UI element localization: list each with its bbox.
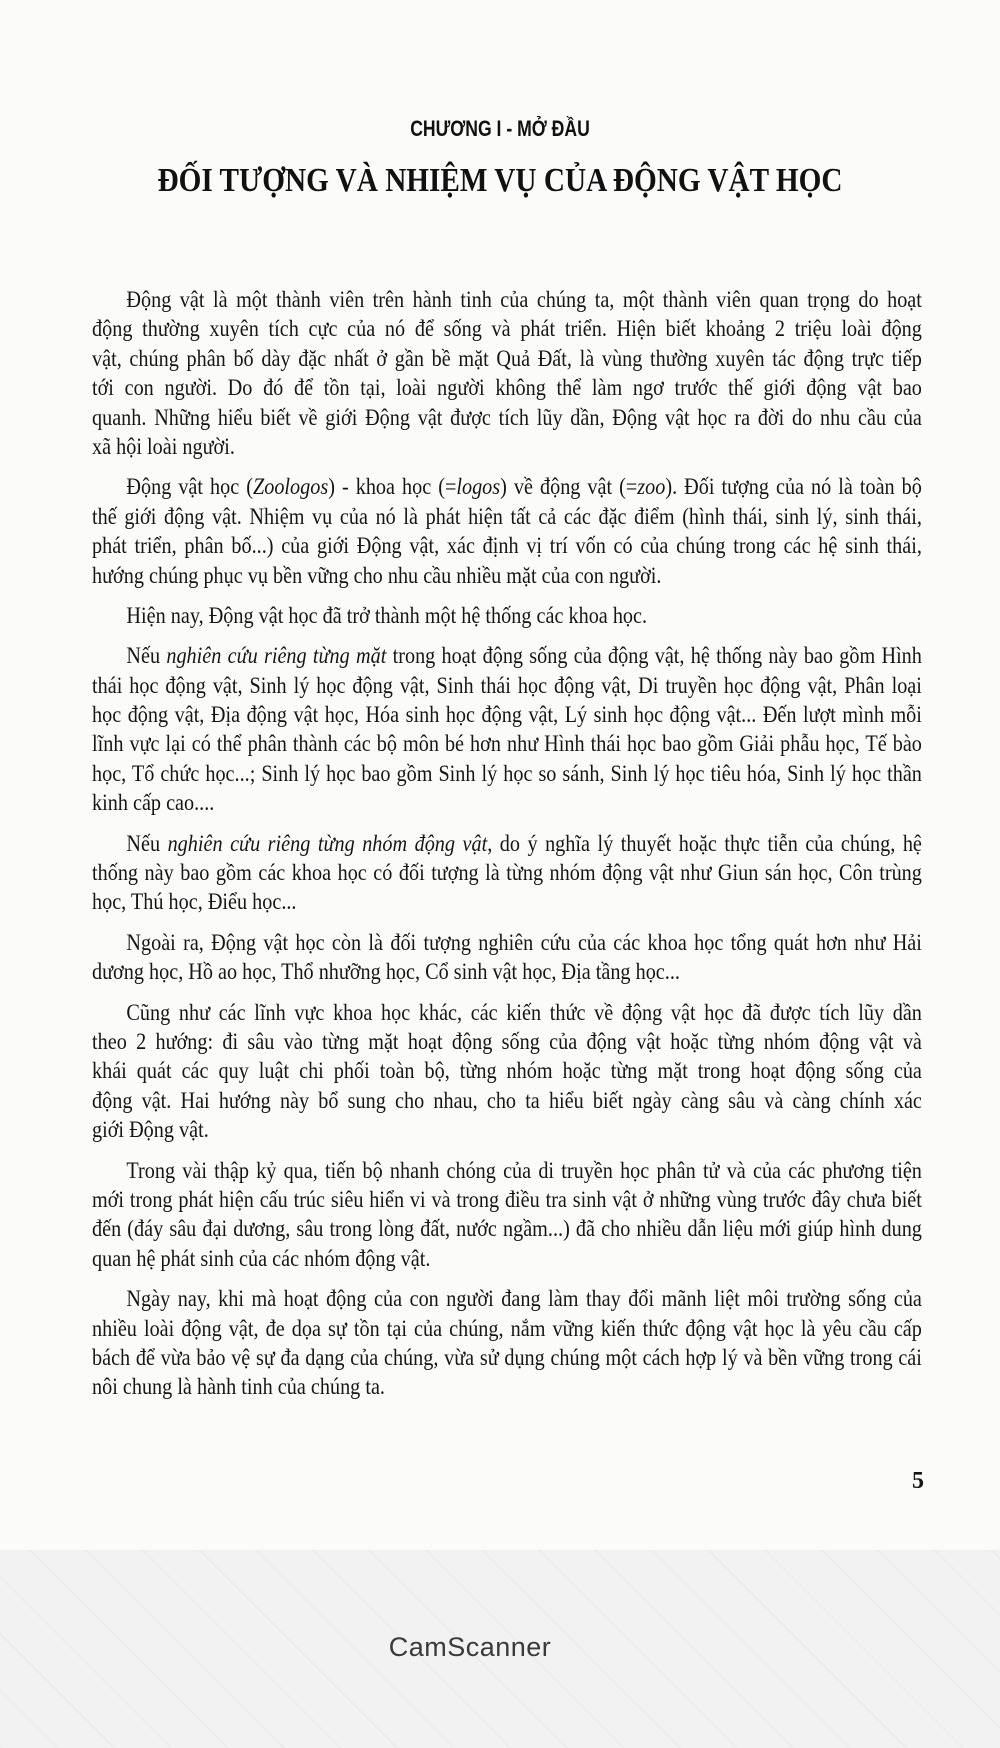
body-text <box>92 286 922 1403</box>
text-line <box>92 286 922 315</box>
text-line <box>92 1087 922 1116</box>
paragraph <box>92 929 922 988</box>
text-segment: Nếu <box>126 830 168 857</box>
text-line <box>92 1157 922 1186</box>
paragraph <box>92 473 922 591</box>
text-line <box>92 315 922 344</box>
text-segment: thái học động vật, Sinh lý học động vật, Sinh thái học động vật, Di truyền học động vật, Phân loại <box>92 672 922 699</box>
text-segment: tới con người. Do đó để tồn tại, loài người không thể làm ngơ trước thế giới động vật bao <box>92 375 922 402</box>
text-segment: học, Tổ chức học...; Sinh lý học bao gồm Sinh lý học so sánh, Sinh lý học tiêu hóa, Sinh lý học thần <box>92 760 922 787</box>
paragraph <box>92 1285 922 1403</box>
text-line <box>92 1186 922 1215</box>
text-segment: xã hội loài người. <box>92 433 235 460</box>
text-segment: đến (đáy sâu đại dương, sâu trong lòng đất, nước ngầm...) đã cho nhiều dẫn liệu mới giúp hình dung <box>92 1216 922 1243</box>
text-line <box>92 929 922 958</box>
text-segment: khái quát các quy luật chi phối toàn bộ, từng nhóm hoặc từng mặt trong hoạt động sống của <box>92 1058 922 1085</box>
text-line <box>92 701 922 730</box>
text-line <box>92 1315 922 1344</box>
page-number: 5 <box>912 1468 924 1494</box>
text-segment: ) về động vật (= <box>500 474 638 501</box>
text-segment: Động vật học ( <box>126 474 253 501</box>
italic-text: nghiên cứu riêng từng nhóm động vật <box>167 830 488 857</box>
text-segment: nôi chung là hành tinh của chúng ta. <box>92 1374 385 1401</box>
text-segment: động thường xuyên tích cực của nó để sống và phát triển. Hiện biết khoảng 2 triệu loài động <box>92 316 922 343</box>
text-segment: phát triển, phân bố...) của giới Động vật, xác định vị trí vốn có của chúng trong các hệ sinh thái, <box>92 533 922 560</box>
italic-text: zoo <box>637 474 666 501</box>
text-line <box>92 1373 922 1402</box>
text-line <box>92 672 922 701</box>
text-segment: Động vật là một thành viên trên hành tinh của chúng ta, một thành viên quan trọng do hoạt <box>126 287 922 313</box>
text-line <box>92 1057 922 1086</box>
italic-text: Zoologos <box>252 474 329 501</box>
paragraph <box>92 602 922 631</box>
text-line <box>92 473 922 502</box>
text-segment: trong hoạt động sống của động vật, hệ thống này bao gồm Hình <box>386 643 922 670</box>
text-segment: mới trong phát hiện cấu trúc siêu hiển vi và trong điều tra sinh vật ở những vùng trước đây chưa biết <box>92 1186 922 1213</box>
paragraph <box>92 830 922 918</box>
text-line <box>92 958 922 987</box>
text-line <box>92 859 922 888</box>
text-line <box>92 1344 922 1373</box>
page-title: ĐỐI TƯỢNG VÀ NHIỆM VỤ CỦA ĐỘNG VẬT HỌC <box>157 162 843 199</box>
paragraph <box>92 1157 922 1275</box>
text-segment: hướng chúng phục vụ bền vững cho nhu cầu nhiều mặt của con người. <box>92 562 662 589</box>
text-segment: ). Đối tượng của nó là toàn bộ <box>665 474 922 501</box>
text-segment: dương học, Hồ ao học, Thổ nhưỡng học, Cổ sinh vật học, Địa tầng học... <box>92 959 680 986</box>
text-line <box>92 345 922 374</box>
text-line <box>92 1028 922 1057</box>
text-line <box>92 374 922 403</box>
text-segment: Trong vài thập kỷ qua, tiến bộ nhanh chóng của di truyền học phân tử và của các phương tiện <box>126 1157 922 1184</box>
text-segment: thế giới động vật. Nhiệm vụ của nó là phát hiện tất cả các đặc điểm (hình thái, sinh lý, sinh thái, <box>92 503 922 530</box>
paragraph <box>92 286 922 462</box>
camscanner-brand: CamScanner <box>388 1632 552 1662</box>
text-segment: Hiện nay, Động vật học đã trở thành một hệ thống các khoa học. <box>126 602 648 629</box>
text-line <box>92 1285 922 1314</box>
italic-text: nghiên cứu riêng từng mặt <box>166 643 387 670</box>
text-line <box>92 760 922 789</box>
text-segment: nhiều loài động vật, đe dọa sự tồn tại của chúng, nắm vững kiến thức động vật học là yêu cầu cấp <box>92 1315 922 1342</box>
text-line <box>92 1116 922 1145</box>
text-segment: thống này bao gồm các khoa học có đối tượng là từng nhóm động vật như Giun sán học, Côn trùng <box>92 860 922 887</box>
text-segment: quan hệ phát sinh của các nhóm động vật. <box>92 1245 431 1272</box>
text-segment: ) - khoa học (= <box>328 474 457 501</box>
text-line <box>92 404 922 433</box>
text-segment: lĩnh vực lại có thể phân thành các bộ môn bé hơn như Hình thái học bao gồm Giải phẫu học, Tế bào <box>92 731 922 758</box>
text-segment: động vật. Hai hướng này bổ sung cho nhau, cho ta hiểu biết ngày càng sâu và càng chính xác <box>92 1087 922 1114</box>
paragraph <box>92 642 922 818</box>
text-segment: theo 2 hướng: đi sâu vào từng mặt hoạt động sống của động vật hoặc từng nhóm động vật và <box>92 1028 922 1055</box>
text-line <box>92 433 922 462</box>
paragraph <box>92 999 922 1146</box>
chapter-label: CHƯƠNG I - MỞ ĐẦU <box>410 116 590 141</box>
italic-text: logos <box>456 474 501 501</box>
text-line <box>92 789 922 818</box>
text-segment: vật, chúng phân bố dày đặc nhất ở gần bề mặt Quả Đất, là vùng thường xuyên tác động trực tiếp <box>92 345 922 372</box>
text-segment: , do ý nghĩa lý thuyết hoặc thực tiễn của chúng, hệ <box>487 830 922 857</box>
text-line <box>92 532 922 561</box>
text-segment: bách để vừa bảo vệ sự đa dạng của chúng, vừa sử dụng chúng một cách hợp lý và bền vững trong cái <box>92 1344 922 1371</box>
text-line <box>92 999 922 1028</box>
text-segment: quanh. Những hiểu biết về giới Động vật được tích lũy dần, Động vật học ra đời do nhu cầu của <box>92 404 922 431</box>
text-segment: kinh cấp cao.... <box>92 790 215 817</box>
text-segment: Nếu <box>126 643 167 670</box>
text-segment: giới Động vật. <box>92 1117 209 1144</box>
text-line <box>92 888 922 917</box>
text-line <box>92 503 922 532</box>
text-segment: học, Thú học, Điểu học... <box>92 889 297 916</box>
text-line <box>92 562 922 591</box>
text-line <box>92 642 922 671</box>
text-line <box>92 730 922 759</box>
text-line <box>92 602 922 631</box>
text-line <box>92 1245 922 1274</box>
text-line <box>92 830 922 859</box>
text-segment: Ngày nay, khi mà hoạt động của con người đang làm thay đổi mãnh liệt môi trường sống của <box>126 1286 922 1313</box>
text-segment: Ngoài ra, Động vật học còn là đối tượng nghiên cứu của các khoa học tổng quát hơn như Hải <box>126 929 922 956</box>
text-segment: Cũng như các lĩnh vực khoa học khác, các kiến thức về động vật học đã được tích lũy dần <box>126 999 922 1026</box>
text-line <box>92 1215 922 1244</box>
text-segment: học động vật, Địa động vật học, Hóa sinh học động vật, Lý sinh học động vật... Đến lượt mình mỗi <box>92 702 922 729</box>
